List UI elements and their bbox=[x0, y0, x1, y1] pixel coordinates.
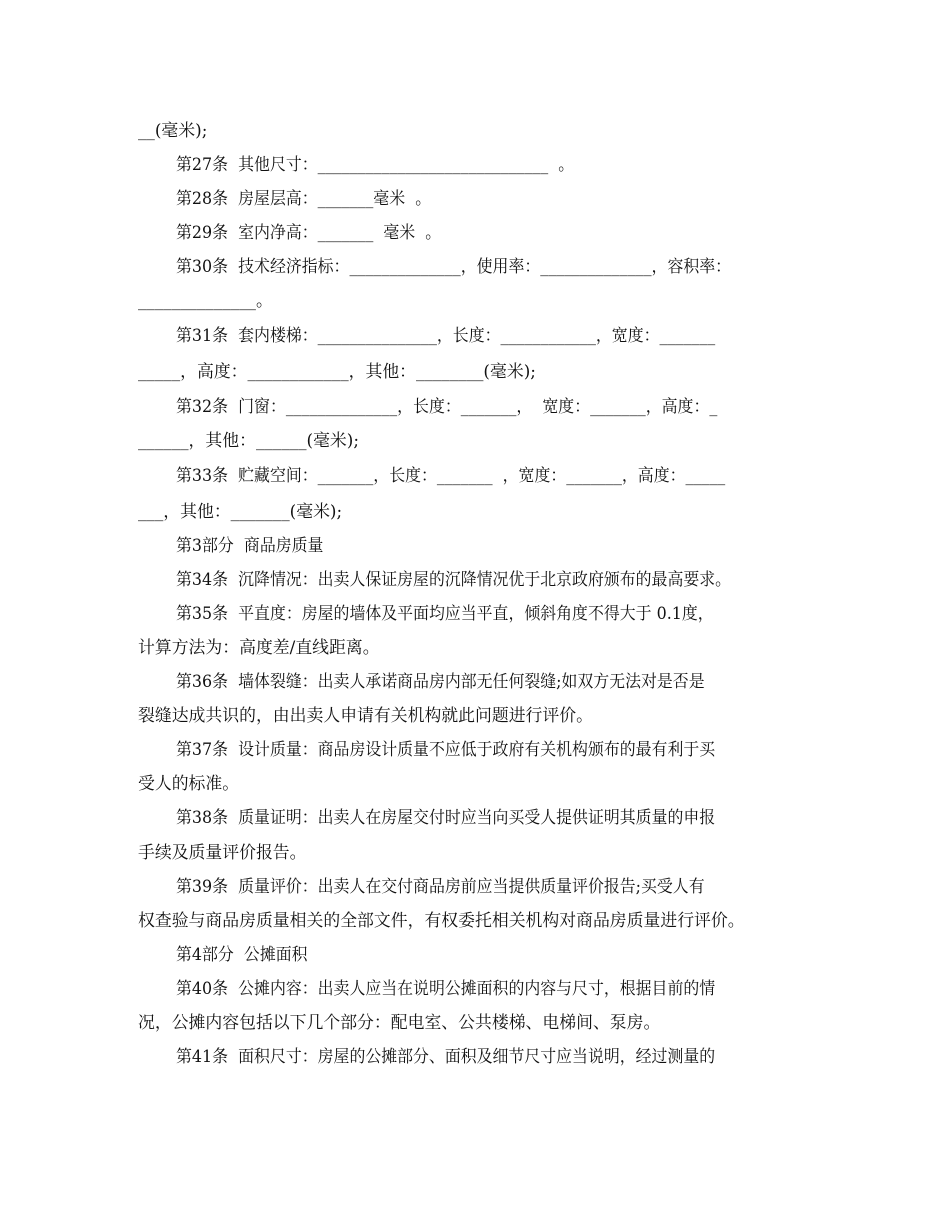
text-line: 况，公摊内容包括以下几个部分：配电室、公共楼梯、电梯间、泵房。 bbox=[138, 1013, 661, 1033]
article-38: 第38条 质量证明：出卖人在房屋交付时应当向买受人提供证明其质量的申报 bbox=[176, 808, 716, 828]
article-29: 第29条 室内净高：_______ 毫米 。 bbox=[176, 223, 442, 243]
text-line: ______，其他：______(毫米); bbox=[138, 431, 360, 451]
text-line: __(毫米); bbox=[138, 121, 208, 141]
text-line: 权查验与商品房质量相关的全部文件，有权委托相关机构对商品房质量进行评价。 bbox=[138, 911, 745, 931]
text-line: 手续及质量评价报告。 bbox=[138, 843, 307, 863]
text-line: ___，其他：_______(毫米); bbox=[138, 502, 343, 522]
article-32: 第32条 门窗：______________，长度：_______， 宽度：_______，高度：_ bbox=[176, 397, 718, 417]
text-line: 裂缝达成共识的，由出卖人申请有关机构就此问题进行评价。 bbox=[138, 706, 593, 726]
text-line: ______________。 bbox=[138, 291, 273, 311]
article-35: 第35条 平直度：房屋的墙体及平面均应当平直，倾斜角度不得大于 0.1度， bbox=[176, 604, 714, 624]
article-41: 第41条 面积尺寸：房屋的公摊部分、面积及细节尺寸应当说明，经过测量的 bbox=[176, 1047, 716, 1067]
article-28: 第28条 房屋层高：_______毫米 。 bbox=[176, 189, 432, 209]
text-line: 计算方法为：高度差/直线距离。 bbox=[138, 638, 380, 658]
article-36: 第36条 墙体裂缝：出卖人承诺商品房内部无任何裂缝;如双方无法对是否是 bbox=[176, 672, 705, 692]
article-34: 第34条 沉降情况：出卖人保证房屋的沉降情况优于北京政府颁布的最高要求。 bbox=[176, 570, 732, 590]
text-line: 受人的标准。 bbox=[138, 774, 240, 794]
article-39: 第39条 质量评价：出卖人在交付商品房前应当提供质量评价报告;买受人有 bbox=[176, 877, 705, 897]
article-33: 第33条 贮藏空间：_______，长度：_______ ，宽度：_______，高度：_____ bbox=[176, 466, 726, 486]
article-40: 第40条 公摊内容：出卖人应当在说明公摊面积的内容与尺寸，根据目前的情 bbox=[176, 979, 716, 999]
article-27: 第27条 其他尺寸：_____________________________ 。 bbox=[176, 155, 575, 175]
section-heading-3: 第3部分 商品房质量 bbox=[176, 536, 324, 556]
article-30: 第30条 技术经济指标：______________，使用率：______________，容积率： bbox=[176, 257, 732, 277]
article-37: 第37条 设计质量：商品房设计质量不应低于政府有关机构颁布的最有利于买 bbox=[176, 740, 716, 760]
section-heading-4: 第4部分 公摊面积 bbox=[176, 945, 308, 965]
article-31: 第31条 套内楼梯：_______________，长度：____________，宽度：_______ bbox=[176, 326, 716, 346]
text-line: _____，高度：____________，其他：________(毫米); bbox=[138, 362, 536, 382]
